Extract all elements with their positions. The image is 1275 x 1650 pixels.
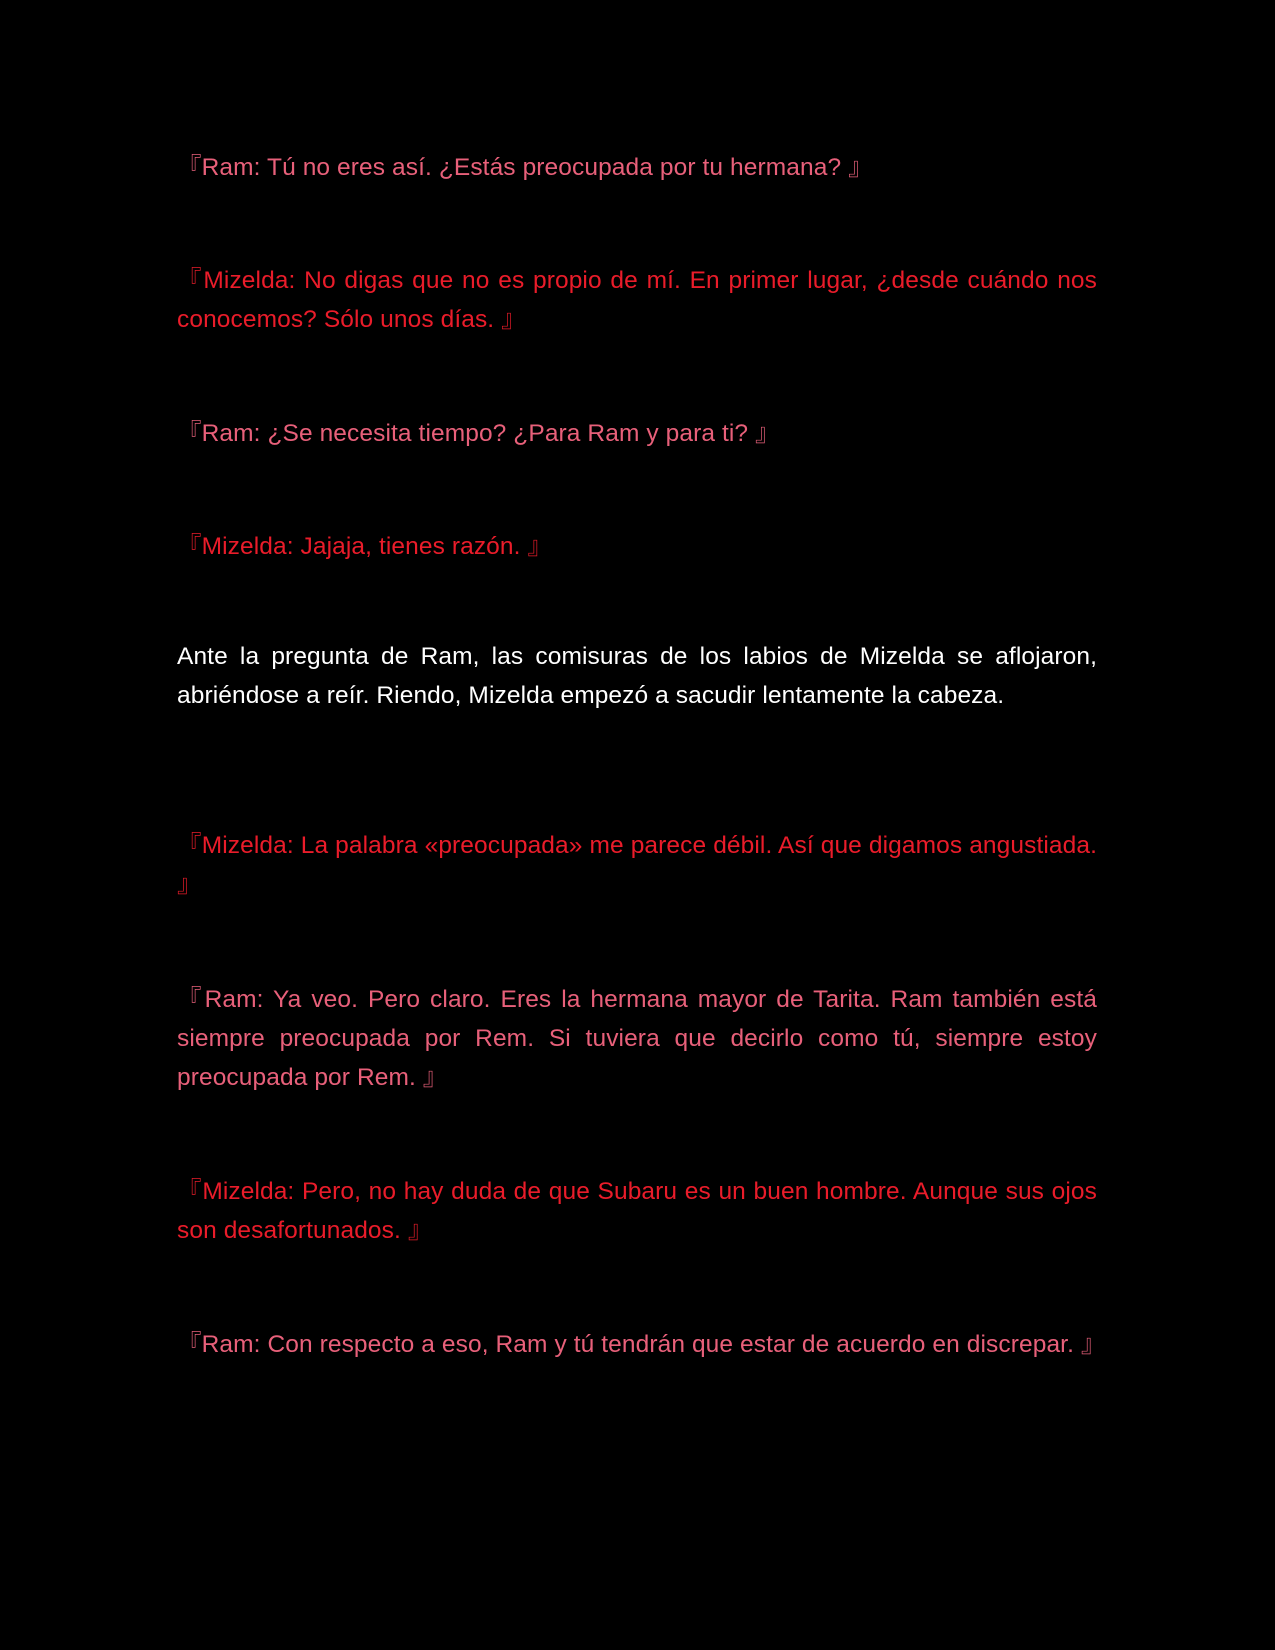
dialogue-mizelda: 『Mizelda: Jajaja, tienes razón. 』 <box>177 533 553 560</box>
dialogue-mizelda: 『Mizelda: La palabra «preocupada» me parece débil. Así que digamos angustiada. 』 <box>177 832 1097 898</box>
dialogue-mizelda: 『Mizelda: No digas que no es propio de mí. En primer lugar, ¿desde cuándo nos conocemos? Sólo unos días. 』 <box>177 267 1097 333</box>
dialogue-ram: 『Ram: Con respecto a eso, Ram y tú tendrán que estar de acuerdo en discrepar. 』 <box>177 1331 1106 1358</box>
dialogue-ram: 『Ram: ¿Se necesita tiempo? ¿Para Ram y para ti? 』 <box>177 420 780 447</box>
dialogue-ram: 『Ram: Tú no eres así. ¿Estás preocupada por tu hermana? 』 <box>177 154 873 181</box>
narration-paragraph: Ante la pregunta de Ram, las comisuras de los labios de Mizelda se aflojaron, abriéndose a reír. Riendo, Mizelda empezó a sacudir lentamente la cabeza. <box>177 643 1097 709</box>
dialogue-ram: 『Ram: Ya veo. Pero claro. Eres la hermana mayor de Tarita. Ram también está siempre preocupada por Rem. Si tuviera que decirlo como tú, siempre estoy preocupada por Rem. 』 <box>177 986 1097 1091</box>
dialogue-mizelda: 『Mizelda: Pero, no hay duda de que Subaru es un buen hombre. Aunque sus ojos son desafortunados. 』 <box>177 1178 1097 1244</box>
